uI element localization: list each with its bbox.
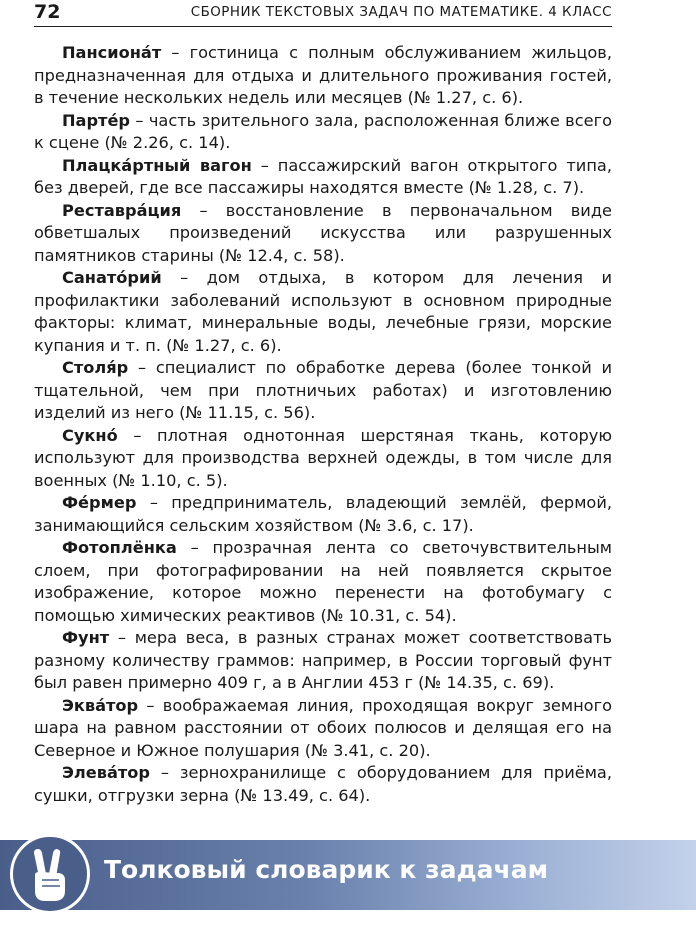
running-title: СБОРНИК ТЕКСТОВЫХ ЗАДАЧ ПО МАТЕМАТИКЕ. 4 КЛАСС <box>190 5 612 20</box>
glossary-term: Фе́рмер <box>62 493 137 512</box>
banner-badge <box>10 834 90 914</box>
page-header <box>34 0 612 27</box>
glossary-term: Реставра́ция <box>62 200 182 220</box>
glossary-entry <box>34 200 612 268</box>
glossary-content <box>34 42 612 807</box>
glossary-term: Плацка́ртный вагон <box>62 155 252 175</box>
glossary-definition: – дом отдыха, в котором для лечения и профилактики заболеваний используют в основном природные факторы: климат, минеральные воды, лечебные грязи, морские купания и т. п. (№ 1.27, с. 6). <box>34 268 612 355</box>
glossary-entry <box>34 627 612 695</box>
glossary-term: Столя́р <box>62 358 129 377</box>
glossary-definition: – гостиница с полным обслуживанием жильцов, предназначенная для отдыха и длительного проживания гостей, в течение нескольких недель или месяцев (№ 1.27, с. 6). <box>34 43 612 107</box>
glossary-definition: – зернохранилище с оборудованием для приёма, сушки, отгрузки зерна (№ 13.49, с. 64). <box>34 763 612 805</box>
glossary-definition: – воображаемая линия, проходящая вокруг земного шара на равном расстоянии от обоих полюсов и делящая его на Северное и Южное полушария (№ 3.41, с. 20). <box>34 695 612 760</box>
glossary-definition: – восстановление в первоначальном виде обветшалых произведений искусства или разрушенных памятников старины (№ 12.4, с. 58). <box>34 200 612 265</box>
banner-title: Толковый словарик к задачам <box>104 855 549 884</box>
glossary-term: Элева́тор <box>62 763 150 782</box>
glossary-definition: – часть зрительного зала, расположенная ближе всего к сцене (№ 2.26, с. 14). <box>34 110 612 152</box>
glossary-term: Пансиона́т <box>62 43 162 62</box>
glossary-definition: – пассажирский вагон открытого типа, без дверей, где все пассажиры находятся вместе (№ 1.28, с. 7). <box>34 155 612 197</box>
glossary-term: Парте́р <box>62 110 131 130</box>
glossary-term: Сукно́ <box>62 425 118 445</box>
glossary-term: Санато́рий <box>62 268 162 287</box>
glossary-entry <box>34 110 612 155</box>
glossary-definition: – специалист по обработке дерева (более тонкой и тщательной, чем при плотничьих работах) и изготовлению изделий из него (№ 11.15, с. 56). <box>34 358 612 422</box>
glossary-term: Фотоплёнка <box>62 538 177 557</box>
glossary-definition: – плотная однотонная шерстяная ткань, которую используют для производства верхней одежды, в том числе для военных (№ 1.10, с. 5). <box>34 425 612 490</box>
glossary-term: Эква́тор <box>62 695 139 715</box>
glossary-definition: – мера веса, в разных странах может соответствовать разному количеству граммов: например, в России торговый фунт был равен примерно 409 г, а в Англии 453 г (№ 14.35, с. 69). <box>34 628 612 692</box>
page-number: 72 <box>34 1 61 23</box>
glossary-entry <box>34 155 612 200</box>
glossary-entry <box>34 357 612 425</box>
glossary-entry <box>34 267 612 357</box>
glossary-entry <box>34 762 612 807</box>
glossary-entry <box>34 537 612 627</box>
glossary-entry <box>34 695 612 763</box>
glossary-entry <box>34 425 612 493</box>
glossary-entry <box>34 42 612 110</box>
glossary-term: Фунт <box>62 628 110 647</box>
glossary-definition: – прозрачная лента со светочувствительным слоем, при фотографировании на ней появляется скрытое изображение, которое можно перенести на фотобумагу с помощью химических реактивов (№ 10.31, с. 54). <box>34 538 612 625</box>
glossary-definition: – предприниматель, владеющий землёй, фермой, занимающийся сельским хозяйством (№ 3.6, с. 17). <box>34 493 612 535</box>
glossary-entry <box>34 492 612 537</box>
